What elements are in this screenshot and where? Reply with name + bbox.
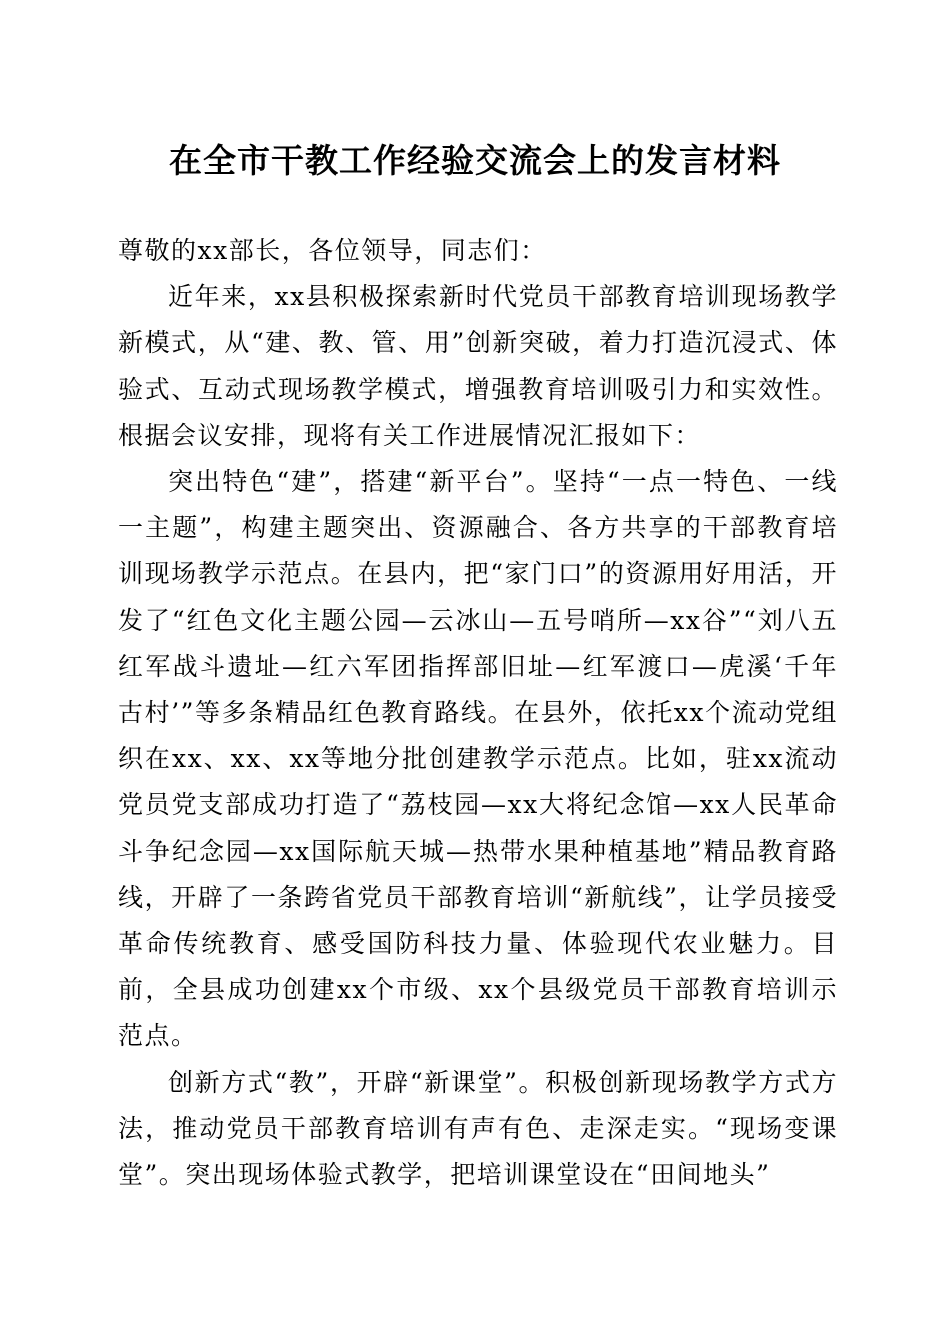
- salutation: 尊敬的xx部长，各位领导，同志们：: [118, 236, 547, 265]
- paragraph-build-platform: 突出特色“建”，搭建“新平台”。坚持“一点一特色、一线一主题”，构建主题突出、资源融合、各方共享的干部教育培训现场教学示范点。在县内，把“家门口”的资源用好用活，开发了“红色文化主题公园—云冰山—五号哨所—xx谷”“刘八五红军战斗遗址—红六军团指挥部旧址—红军渡口—虎溪‘千年古村’”等多条精品红色教育路线。在县外，依托xx个流动党组织在xx、xx、xx等地分批创建教学示范点。比如，驻xx流动党员党支部成功打造了“荔枝园—xx大将纪念馆—xx人民革命斗争纪念园—xx国际航天城—热带水果种植基地”精品教育路线，开辟了一条跨省党员干部教育培训“新航线”，让学员接受革命传统教育、感受国防科技力量、体验现代农业魅力。目前，全县成功创建xx个市级、xx个县级党员干部教育培训示范点。: [118, 467, 838, 1051]
- paragraph-teach-classroom: 创新方式“教”，开辟“新课堂”。积极创新现场教学方式方法，推动党员干部教育培训有声有色、走深走实。“现场变课堂”。突出现场体验式教学，把培训课堂设在“田间地头”: [118, 1067, 838, 1190]
- document-body: [118, 228, 838, 1198]
- paragraph-intro: 近年来，xx县积极探索新时代党员干部教育培训现场教学新模式，从“建、教、管、用”创新突破，着力打造沉浸式、体验式、互动式现场教学模式，增强教育培训吸引力和实效性。根据会议安排，现将有关工作进展情况汇报如下：: [118, 282, 838, 450]
- document-title: 在全市干教工作经验交流会上的发言材料: [169, 141, 781, 180]
